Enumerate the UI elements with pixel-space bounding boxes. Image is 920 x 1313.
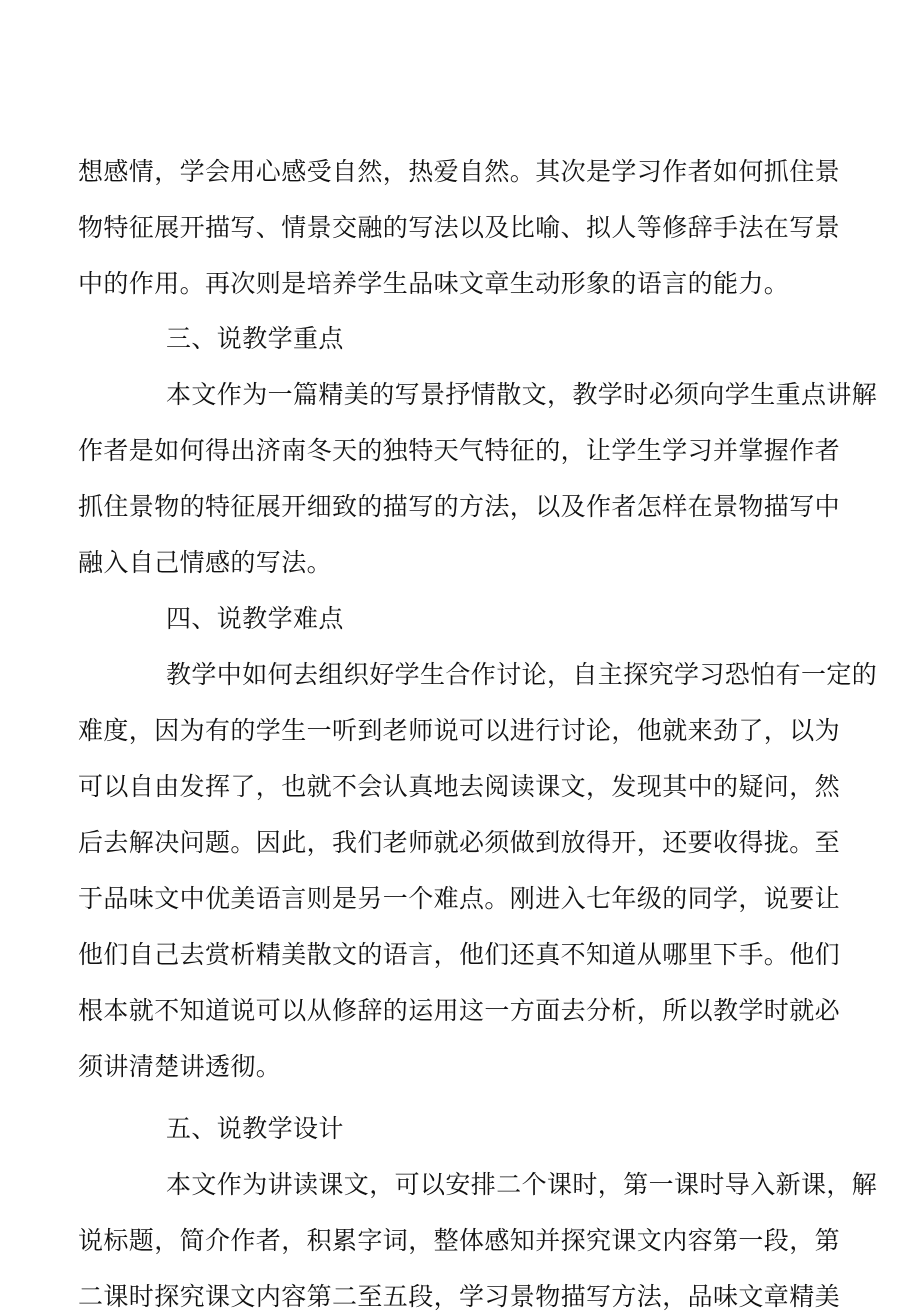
paragraph-line: 本文作为一篇精美的写景抒情散文，教学时必须向学生重点讲解 [166,380,878,409]
paragraph-line: 可以自由发挥了，也就不会认真地去阅读课文，发现其中的疑问，然 [78,772,841,801]
paragraph-line: 须讲清楚讲透彻。 [78,1052,282,1081]
paragraph-line: 中的作用。再次则是培养学生品味文章生动形象的语言的能力。 [78,269,790,298]
paragraph-line: 抓住景物的特征展开细致的描写的方法，以及作者怎样在景物描写中 [78,492,841,521]
section-heading-3: 三、说教学重点 [166,324,344,353]
paragraph-line: 难度，因为有的学生一听到老师说可以进行讨论，他就来劲了，以为 [78,716,841,745]
paragraph-line: 他们自己去赏析精美散文的语言，他们还真不知道从哪里下手。他们 [78,940,841,969]
paragraph-line: 物特征展开描写、情景交融的写法以及比喻、拟人等修辞手法在写景 [78,213,841,242]
paragraph-line: 二课时探究课文内容第二至五段，学习景物描写方法，品味文章精美 [78,1282,841,1311]
paragraph-line: 于品味文中优美语言则是另一个难点。刚进入七年级的同学，说要让 [78,884,841,913]
paragraph-line: 想感情，学会用心感受自然，热爱自然。其次是学习作者如何抓住景 [78,157,841,186]
section-heading-5: 五、说教学设计 [166,1114,344,1143]
paragraph-line: 后去解决问题。因此，我们老师就必须做到放得开，还要收得拢。至 [78,828,841,857]
paragraph-line: 融入自己情感的写法。 [78,548,333,577]
paragraph-line: 说标题，简介作者，积累字词，整体感知并探究课文内容第一段，第 [78,1226,841,1255]
paragraph-line: 作者是如何得出济南冬天的独特天气特征的，让学生学习并掌握作者 [78,436,841,465]
paragraph-line: 本文作为讲读课文，可以安排二个课时，第一课时导入新课，解 [166,1170,878,1199]
section-heading-4: 四、说教学难点 [166,604,344,633]
paragraph-line: 教学中如何去组织好学生合作讨论，自主探究学习恐怕有一定的 [166,660,878,689]
paragraph-line: 根本就不知道说可以从修辞的运用这一方面去分析，所以教学时就必 [78,996,841,1025]
